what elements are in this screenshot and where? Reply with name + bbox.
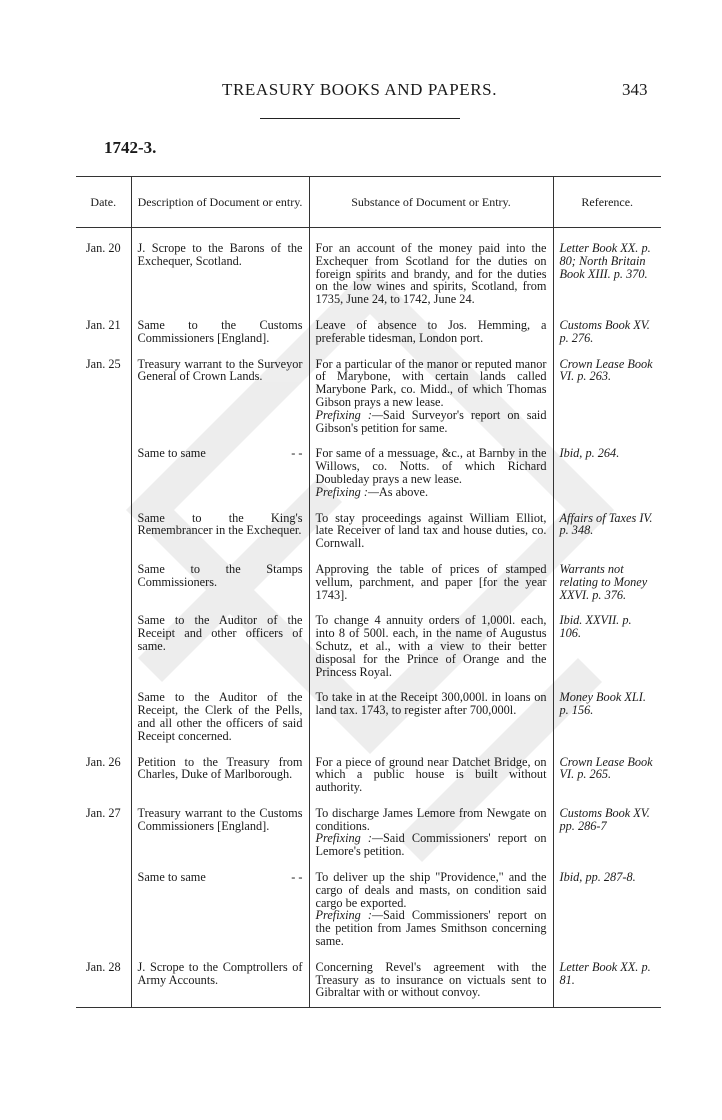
entry-reference: Affairs of Taxes IV. p. 348. bbox=[553, 507, 661, 558]
entry-substance: For an account of the money paid into the Exchequer from Scotland for the duties on foreign spirits and brandy, and for the duties on the low wines and spirits, Scotland, from 1735, June 24, to 1742, June 24. bbox=[315, 241, 547, 307]
ditto-dash: - - bbox=[291, 870, 303, 885]
entry-substance-cell bbox=[309, 956, 553, 1008]
title-rule bbox=[260, 118, 460, 119]
entry-substance: To change 4 annuity orders of 1,000l. each, into 8 of 500l. each, in the name of Augustus Schutz, et al., with a view to their better disposal for the Prince of Orange and the Princess Royal. bbox=[315, 613, 547, 679]
entry-reference: Letter Book XX. p. 80; North Britain Book XIII. p. 370. bbox=[553, 228, 661, 314]
table-header-row bbox=[76, 177, 661, 228]
entry-description: Treasury warrant to the Surveyor General of Crown Lands. bbox=[137, 356, 303, 384]
running-title: TREASURY BOOKS AND PAPERS. bbox=[222, 80, 498, 99]
entry-substance-cell bbox=[309, 751, 553, 802]
entry-substance-cell bbox=[309, 802, 553, 866]
entry-description: Same to the Auditor of the Receipt and other officers of same. bbox=[137, 613, 303, 653]
table-row bbox=[76, 558, 661, 609]
prefixing-label: Prefixing :— bbox=[315, 908, 383, 923]
year-heading: 1742-3. bbox=[104, 138, 157, 157]
column-header-description: Description of Document or entry. bbox=[131, 177, 309, 228]
entry-date bbox=[76, 866, 131, 956]
entry-substance-cell bbox=[309, 507, 553, 558]
prefixing-text: Said Commissioners' report on the petition from James Smithson concerning same. bbox=[315, 908, 547, 949]
entry-substance: To deliver up the ship "Providence," and the cargo of deals and masts, on condition said cargo be exported. bbox=[315, 870, 547, 910]
entry-description-cell bbox=[131, 507, 309, 558]
prefixing-label: Prefixing :— bbox=[315, 831, 383, 846]
entry-date: Jan. 27 bbox=[85, 805, 121, 820]
entry-reference: Customs Book XV. p. 276. bbox=[553, 314, 661, 353]
page-number: 343 bbox=[622, 80, 648, 99]
register-body bbox=[76, 228, 661, 1008]
table-row bbox=[76, 751, 661, 802]
entry-date bbox=[76, 442, 131, 506]
prefixing-text: Said Commissioners' report on Lemore's petition. bbox=[315, 831, 547, 859]
entry-reference: Ibid. XXVII. p. 106. bbox=[553, 609, 661, 686]
ditto-dash: - - bbox=[291, 446, 303, 461]
table-row bbox=[76, 314, 661, 353]
entry-date bbox=[76, 609, 131, 686]
entry-substance: Leave of absence to Jos. Hemming, a preferable tidesman, London port. bbox=[315, 317, 547, 345]
column-header-date: Date. bbox=[76, 177, 131, 228]
entry-substance-cell bbox=[309, 558, 553, 609]
prefixing-note bbox=[316, 409, 547, 435]
table-row bbox=[76, 353, 661, 443]
table-row bbox=[76, 956, 661, 1008]
entry-reference: Ibid, p. 264. bbox=[553, 442, 661, 506]
prefixing-note bbox=[316, 909, 547, 947]
table-row bbox=[76, 507, 661, 558]
entry-description-cell bbox=[131, 956, 309, 1008]
entry-description-cell bbox=[131, 751, 309, 802]
entry-description-cell bbox=[131, 866, 309, 956]
entry-description-cell bbox=[131, 228, 309, 314]
entry-substance: Concerning Revel's agreement with the Treasury as to insurance on victuals sent to Gibraltar with or without convoy. bbox=[315, 959, 547, 1000]
prefixing-text: Said Surveyor's report on said Gibson's petition for same. bbox=[315, 407, 547, 435]
entry-description: Same to the Customs Commissioners [England]. bbox=[137, 317, 303, 345]
entry-description-cell bbox=[131, 558, 309, 609]
table-row bbox=[76, 686, 661, 750]
entry-description: J. Scrope to the Comptrollers of Army Accounts. bbox=[137, 959, 303, 987]
entry-substance: For a particular of the manor or reputed manor of Marybone, with certain lands called Marybone Park, co. Midd., of which Thomas Gibson prays a new lease. bbox=[315, 356, 547, 409]
prefixing-note bbox=[316, 486, 547, 499]
prefixing-note bbox=[316, 832, 547, 858]
entry-reference: Money Book XLI. p. 156. bbox=[553, 686, 661, 750]
entry-description: Same to the King's Remembrancer in the Exchequer. bbox=[137, 510, 303, 538]
column-header-substance: Substance of Document or Entry. bbox=[309, 177, 553, 228]
entry-reference: Warrants not relating to Money XXVI. p. 376. bbox=[553, 558, 661, 609]
entry-date: Jan. 25 bbox=[85, 356, 121, 371]
entry-date bbox=[76, 558, 131, 609]
entry-substance: For a piece of ground near Datchet Bridge, on which a public house is built without authority. bbox=[315, 754, 547, 795]
entry-substance: To discharge James Lemore from Newgate on conditions. bbox=[315, 805, 547, 833]
entry-date: Jan. 21 bbox=[85, 317, 121, 332]
entry-substance-cell bbox=[309, 442, 553, 506]
entry-substance: Approving the table of prices of stamped vellum, parchment, and paper [for the year 1743]. bbox=[315, 561, 547, 602]
prefixing-label: Prefixing :— bbox=[315, 484, 379, 499]
entry-date: Jan. 20 bbox=[85, 241, 121, 255]
entry-description: Same to the Auditor of the Receipt, the Clerk of the Pells, and all other the officers of said Receipt concerned. bbox=[137, 690, 303, 743]
column-header-reference: Reference. bbox=[553, 177, 661, 228]
register-table bbox=[76, 176, 661, 1008]
entry-description-cell bbox=[131, 353, 309, 443]
entry-reference: Letter Book XX. p. 81. bbox=[553, 956, 661, 1008]
entry-date bbox=[76, 507, 131, 558]
entry-date bbox=[76, 686, 131, 750]
entry-description-cell bbox=[131, 314, 309, 353]
entry-substance-cell bbox=[309, 228, 553, 314]
entry-reference: Crown Lease Book VI. p. 265. bbox=[553, 751, 661, 802]
entry-substance-cell bbox=[309, 353, 553, 443]
table-row bbox=[76, 802, 661, 866]
entry-description: Petition to the Treasury from Charles, Duke of Marlborough. bbox=[137, 754, 303, 782]
entry-date: Jan. 26 bbox=[85, 754, 121, 769]
entry-substance-cell bbox=[309, 686, 553, 750]
entry-substance-cell bbox=[309, 609, 553, 686]
entry-description: Treasury warrant to the Customs Commissioners [England]. bbox=[137, 805, 303, 833]
entry-description: Same to same bbox=[137, 446, 206, 461]
entry-description-cell bbox=[131, 442, 309, 506]
entry-reference: Ibid, pp. 287-8. bbox=[553, 866, 661, 956]
table-row bbox=[76, 609, 661, 686]
entry-substance: To take in at the Receipt 300,000l. in loans on land tax. 1743, to register after 700,000l. bbox=[315, 690, 547, 718]
entry-description: Same to same bbox=[137, 870, 206, 885]
prefixing-text: As above. bbox=[378, 484, 429, 499]
entry-description: J. Scrope to the Barons of the Exchequer, Scotland. bbox=[137, 241, 303, 268]
table-row bbox=[76, 228, 661, 314]
entry-description-cell bbox=[131, 686, 309, 750]
entry-substance-cell bbox=[309, 866, 553, 956]
entry-reference: Crown Lease Book VI. p. 263. bbox=[553, 353, 661, 443]
table-row bbox=[76, 866, 661, 956]
entry-date: Jan. 28 bbox=[76, 956, 131, 1008]
entry-description-cell bbox=[131, 802, 309, 866]
entry-substance: To stay proceedings against William Elliot, late Receiver of land tax and house duties, co. Cornwall. bbox=[315, 510, 547, 551]
prefixing-label: Prefixing :— bbox=[315, 407, 383, 422]
entry-substance: For same of a messuage, &c., at Barnby in the Willows, co. Notts. of which Richard Doubleday prays a new lease. bbox=[315, 446, 547, 486]
entry-substance-cell bbox=[309, 314, 553, 353]
entry-reference: Customs Book XV. pp. 286-7 bbox=[553, 802, 661, 866]
table-row bbox=[76, 442, 661, 506]
entry-description-cell bbox=[131, 609, 309, 686]
entry-description: Same to the Stamps Commissioners. bbox=[137, 561, 303, 589]
